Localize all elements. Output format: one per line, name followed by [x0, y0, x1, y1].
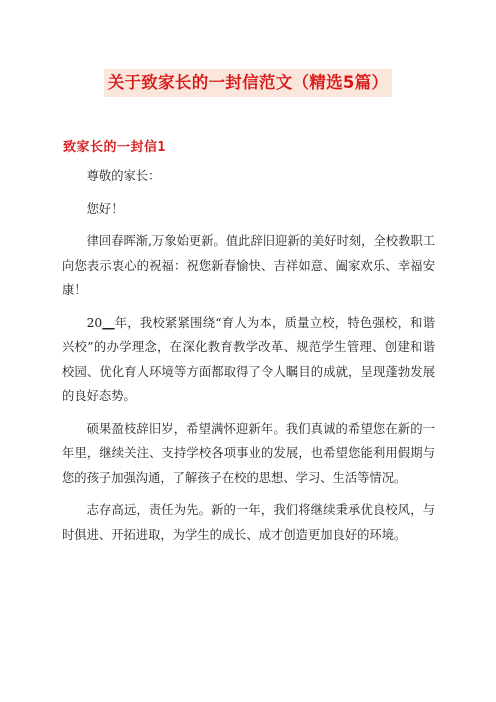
paragraph-2 [62, 311, 435, 409]
section-heading: 致家长的一封信1 [63, 140, 166, 155]
year-prefix: 20 [86, 315, 103, 330]
paragraph-3: 硕果盈枝辞旧岁，希望满怀迎新年。我们真诚的希望您在新的一年里，继续关注、支持学校各项事业的发展，也希望您能利用假期与您的孩子加强沟通，了解孩子在校的思想、学习、生活等情况。 [62, 421, 435, 485]
paragraph-4: 志存高远，责任为先。新的一年，我们将继续秉承优良校风，与时俱进、开拓进取，为学生的成长、成才创造更加良好的环境。 [62, 503, 435, 542]
letter-body [62, 164, 435, 555]
document-title: 关于致家长的一封信范文（精选5篇） [104, 69, 393, 97]
year-blank: __ [102, 315, 115, 330]
title-container [0, 69, 496, 97]
paragraph-2-text: 年，我校紧紧围绕“育人为本，质量立校，特色强校，和谐兴校”的办学理念，在深化教育教学改革、规范学生管理、创建和谐校园、优化育人环境等方面都取得了令人瞩目的成就，呈现蓬勃发展的良好态势。 [62, 315, 435, 403]
greeting: 您好！ [86, 201, 124, 216]
salutation: 尊敬的家长： [86, 169, 161, 183]
paragraph-1: 律回春晖渐,万象始更新。值此辞旧迎新的美好时刻，全校教职工向您表示衷心的祝福：祝您新春愉快、吉祥如意、阖家欢乐、幸福安康！ [62, 234, 435, 297]
